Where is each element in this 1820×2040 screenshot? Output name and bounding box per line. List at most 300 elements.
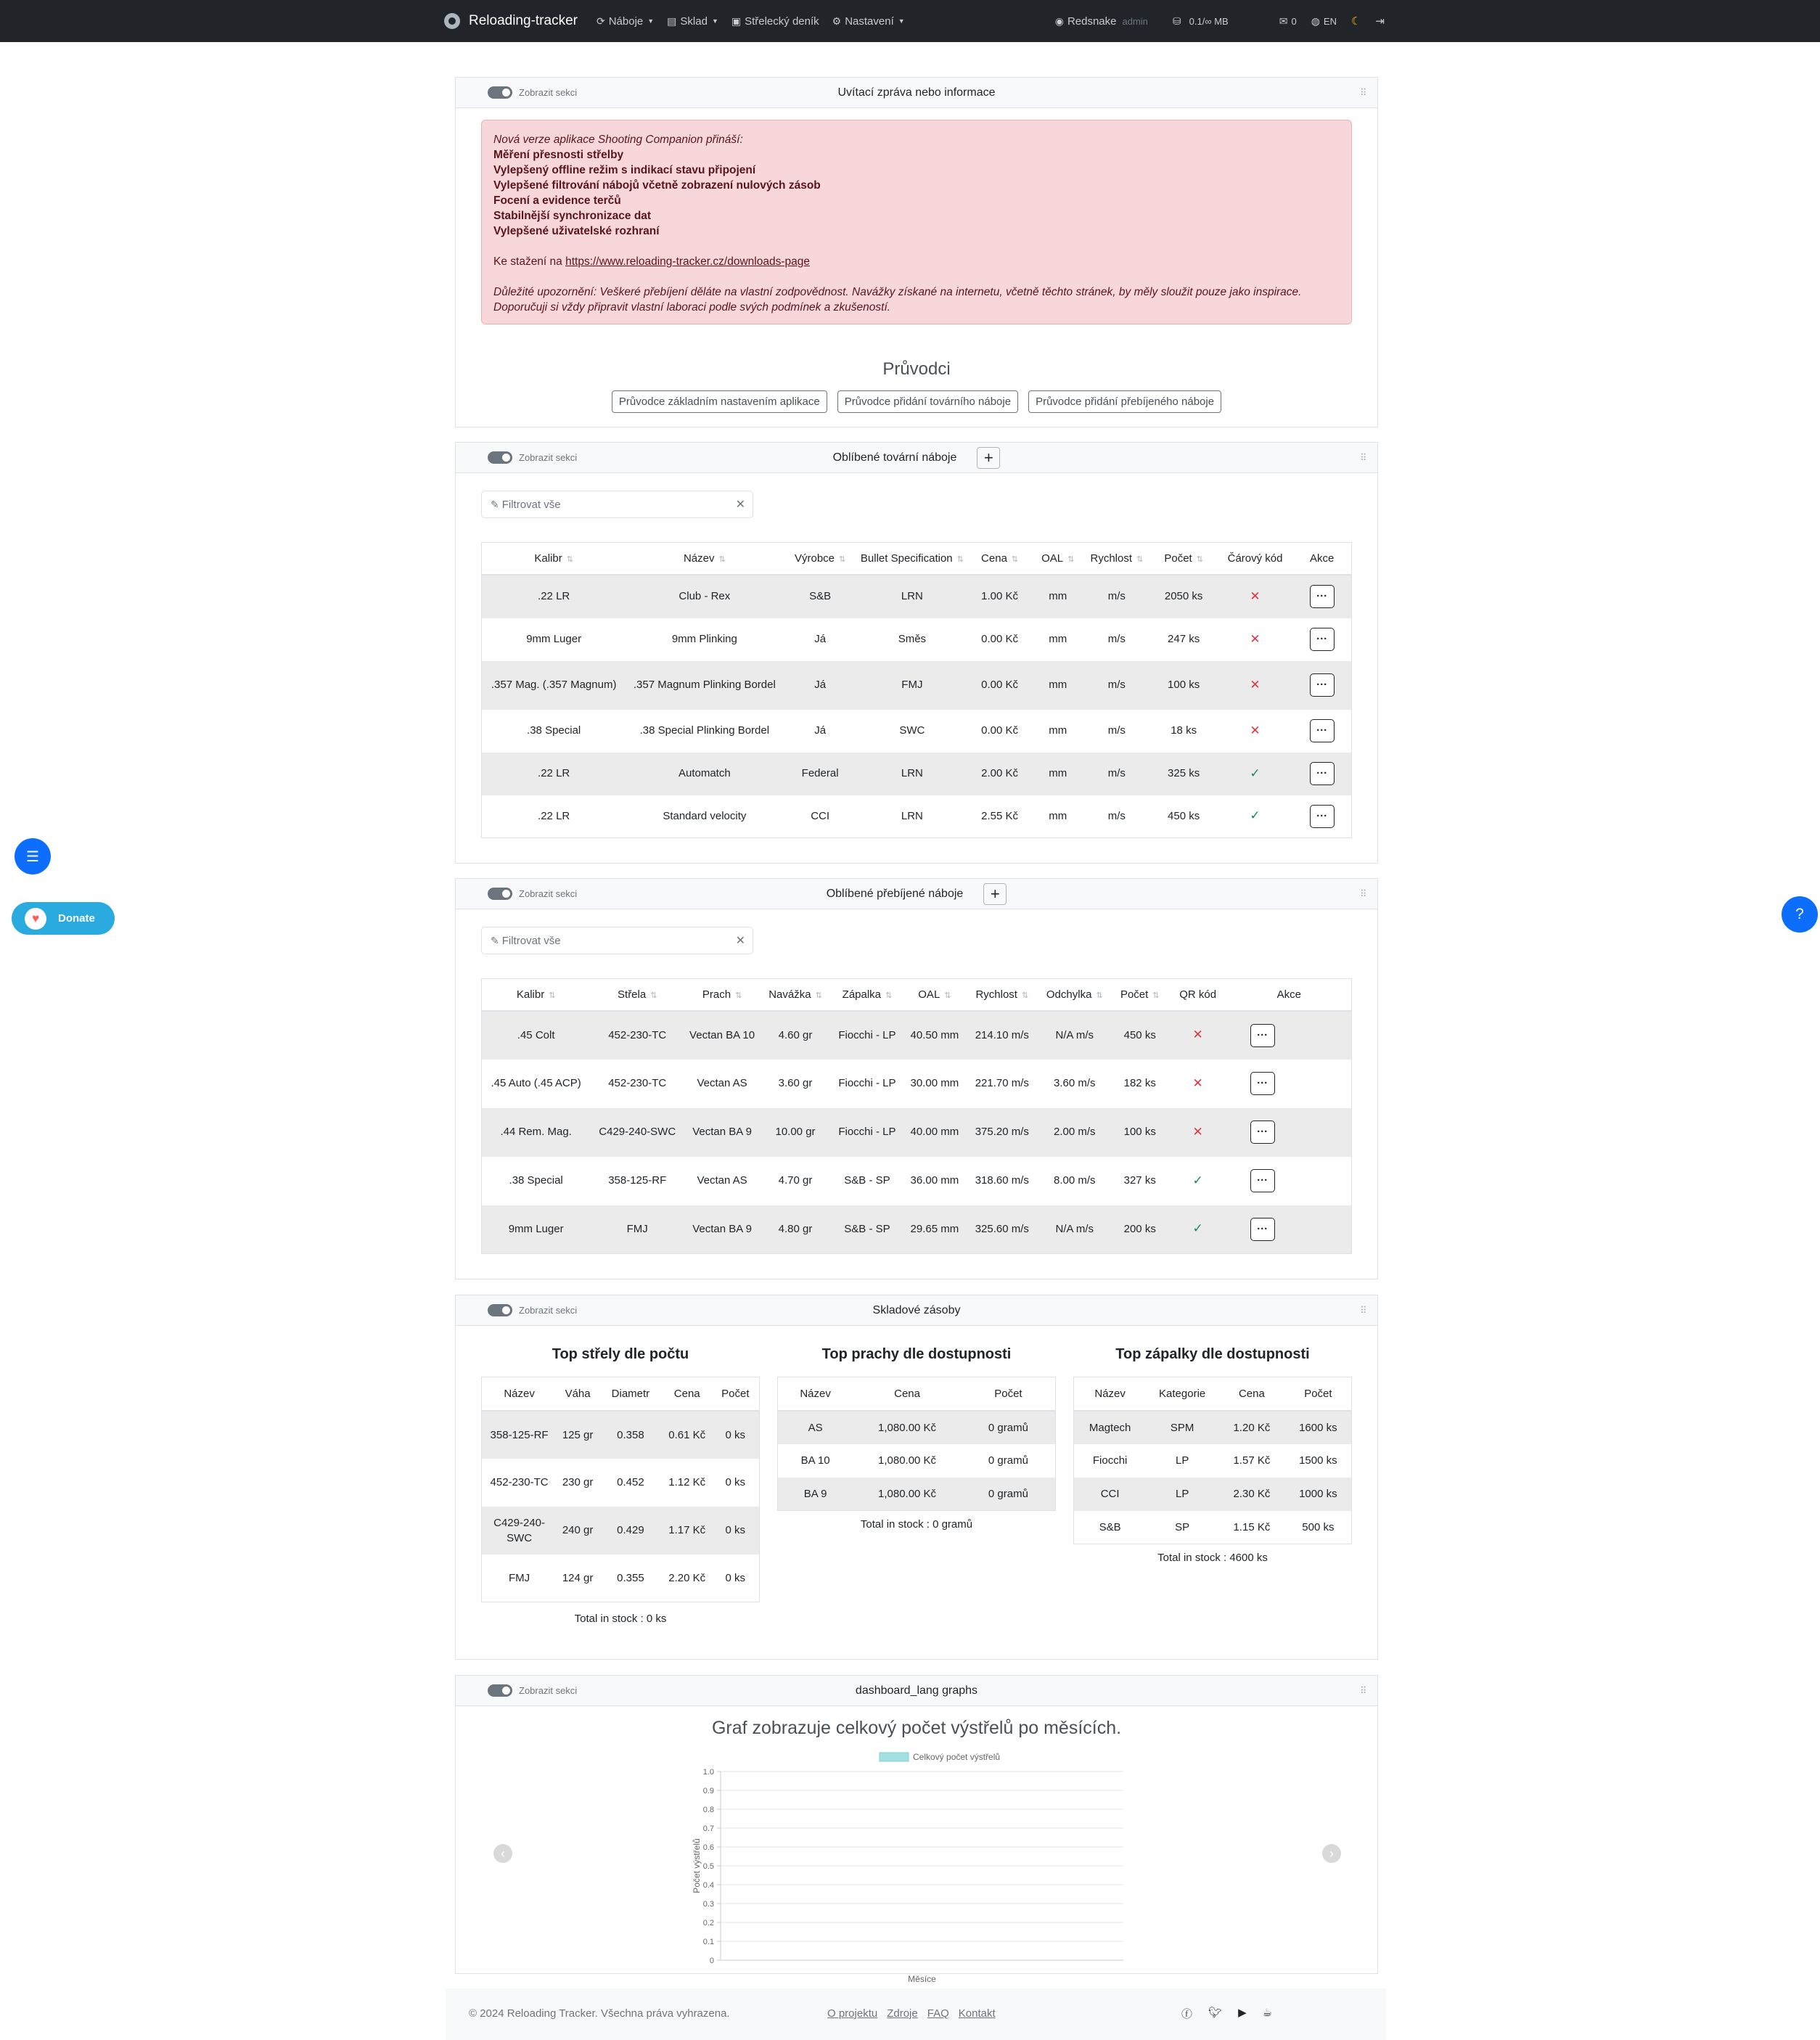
column-header-label: Počet: [1164, 552, 1192, 565]
row-actions-button[interactable]: ···: [1310, 719, 1335, 742]
toggle-switch[interactable]: [488, 86, 512, 99]
drag-handle-icon[interactable]: ⠿: [1360, 452, 1366, 463]
cell-actions: [1292, 753, 1351, 795]
nav-label: Střelecký deník: [745, 15, 819, 28]
cell-prach: Vectan BA 9: [684, 1108, 760, 1157]
cell-actions: [1292, 710, 1351, 753]
column-header-label: Cena: [673, 1387, 700, 1400]
column-header-label: Zápalka: [842, 988, 882, 1001]
table-row: [482, 1011, 1352, 1060]
column-header-label: OAL: [1041, 552, 1064, 565]
cell-strela: 452-230-TC: [590, 1060, 684, 1108]
cell-vyrobce: S&B: [783, 575, 856, 618]
cell-pocet: 327 ks: [1111, 1157, 1169, 1205]
clear-filter-icon[interactable]: ✕: [735, 499, 745, 511]
footer-link-contact[interactable]: Kontakt: [958, 2007, 996, 2020]
sort-icon[interactable]: ⇅: [956, 554, 964, 564]
table-row: [482, 753, 1352, 795]
nav-item-nastaveni[interactable]: [832, 15, 905, 28]
cell-oal: mm: [1032, 795, 1083, 838]
cell-oal: mm: [1032, 575, 1083, 618]
column-header[interactable]: [966, 979, 1038, 1011]
table-cell: 0.61 Kč: [663, 1411, 712, 1459]
cell-pocet: 247 ks: [1150, 618, 1218, 661]
carousel-next-icon[interactable]: ›: [1322, 1844, 1341, 1863]
column-header: [482, 1377, 557, 1411]
cross-icon: ✕: [1192, 1076, 1203, 1090]
sort-icon[interactable]: ⇅: [885, 991, 893, 1000]
cell-rychlost: 318.60 m/s: [966, 1157, 1038, 1205]
column-header[interactable]: [967, 543, 1032, 575]
cell-kalibr: 9mm Luger: [482, 618, 626, 661]
column-header-label: Prach: [702, 988, 731, 1001]
cell-kalibr: .22 LR: [482, 753, 626, 795]
footer-link-about[interactable]: O projektu: [827, 2007, 878, 2020]
toggle-label: Zobrazit sekci: [519, 87, 578, 98]
y-tick-label: 0.4: [702, 1881, 714, 1890]
column-header-label: Navážka: [768, 988, 811, 1001]
cell-rychlost: 214.10 m/s: [966, 1011, 1038, 1060]
cell-barcode: [1218, 661, 1292, 710]
cell-cena: 0.00 Kč: [967, 710, 1032, 753]
table-cell: BA 10: [800, 1454, 830, 1467]
cell-spec: FMJ: [857, 661, 967, 710]
cell-nazev: Club - Rex: [626, 575, 783, 618]
feature-item: Měření přesnosti střelby: [493, 149, 624, 161]
cell-kalibr: .45 Auto (.45 ACP): [482, 1060, 591, 1108]
cell-oal: 30.00 mm: [903, 1060, 966, 1108]
table-cell: 2.20 Kč: [668, 1571, 706, 1584]
section-header: [456, 443, 1377, 473]
column-header-label: Odchylka: [1046, 988, 1092, 1001]
powders-total: Total in stock : 0 gramů: [860, 1518, 973, 1531]
table-cell: 1600 ks: [1285, 1411, 1352, 1444]
column-header-label: Váha: [565, 1387, 591, 1400]
cell-barcode: [1218, 753, 1292, 795]
primers-table: [1073, 1377, 1352, 1544]
drag-handle-icon[interactable]: ⠿: [1360, 87, 1366, 98]
storage-usage[interactable]: [1173, 15, 1229, 28]
column-header-label: Bullet Specification: [860, 552, 953, 565]
column-header[interactable]: [1111, 979, 1169, 1011]
help-label: ?: [1795, 906, 1804, 922]
table-cell: 125 gr: [557, 1411, 599, 1459]
cell-navazka: 4.70 gr: [760, 1157, 831, 1205]
column-header: [1074, 1377, 1147, 1411]
sort-icon[interactable]: ⇅: [650, 991, 657, 1000]
toggle-switch[interactable]: [488, 1304, 512, 1316]
column-header-label: Čárový kód: [1227, 552, 1283, 565]
column-header: [778, 1377, 853, 1411]
column-header-label: Počet: [994, 1387, 1022, 1400]
footer-link-faq[interactable]: FAQ: [927, 2007, 949, 2020]
cell-rychlost: m/s: [1083, 753, 1149, 795]
column-header: [1218, 543, 1292, 575]
cell-kalibr: .22 LR: [482, 575, 626, 618]
cell-barcode: [1218, 710, 1292, 753]
guide-basic-setup-button[interactable]: Průvodce základním nastavením aplikace: [612, 390, 827, 413]
carousel-prev-icon[interactable]: ‹: [493, 1844, 512, 1863]
donate-button[interactable]: [12, 902, 115, 935]
nav-label: Nastavení: [845, 15, 894, 28]
warning-text-2: Doporučuji si vždy připravit vlastní laboraci podle svých podmínek a zkušeností.: [493, 301, 891, 314]
facebook-icon[interactable]: ⓕ: [1181, 2008, 1193, 2020]
cell-vyrobce: Já: [783, 618, 856, 661]
table-cell: SP: [1175, 1520, 1190, 1533]
reloaded-table: [481, 978, 1352, 1254]
check-icon: ✓: [1192, 1221, 1203, 1236]
language-code: EN: [1323, 15, 1337, 27]
caret-down-icon: ▼: [711, 17, 718, 25]
cross-icon: ✕: [1250, 677, 1261, 692]
cell-vyrobce: Federal: [783, 753, 856, 795]
sort-icon[interactable]: ⇅: [1096, 991, 1103, 1000]
cell-nazev: .38 Special Plinking Bordel: [626, 710, 783, 753]
column-header-label: Název: [800, 1387, 831, 1400]
column-header: [1292, 543, 1351, 575]
coffee-icon[interactable]: ☕︎: [1262, 2007, 1273, 2019]
column-header[interactable]: [760, 979, 831, 1011]
column-header[interactable]: [482, 543, 626, 575]
add-factory-ammo-button[interactable]: +: [977, 447, 1000, 469]
column-header-label: Počet: [721, 1387, 750, 1400]
cell-navazka: 10.00 gr: [760, 1108, 831, 1157]
reloaded-ammo-section: [455, 878, 1378, 1279]
table-cell: SPM: [1146, 1411, 1218, 1444]
column-header[interactable]: [1032, 543, 1083, 575]
cell-pocet: 450 ks: [1111, 1011, 1169, 1060]
sort-icon[interactable]: ⇅: [1011, 554, 1019, 564]
factory-filter-input[interactable]: [481, 491, 753, 518]
graphs-section: [455, 1675, 1378, 1984]
cell-oal: mm: [1032, 753, 1083, 795]
y-tick-label: 0.5: [702, 1862, 714, 1871]
section-header: [456, 1676, 1377, 1706]
column-header[interactable]: [783, 543, 856, 575]
row-actions-button[interactable]: ···: [1250, 1169, 1275, 1192]
drag-handle-icon[interactable]: ⠿: [1360, 1685, 1366, 1696]
toggle-switch[interactable]: [488, 451, 512, 464]
theme-toggle[interactable]: [1351, 15, 1361, 28]
table-row: [482, 795, 1352, 838]
cell-odchylka: 2.00 m/s: [1038, 1108, 1111, 1157]
nav-item-sklad[interactable]: [667, 15, 718, 28]
cell-kalibr: .38 Special: [482, 1157, 591, 1205]
column-header[interactable]: [482, 979, 591, 1011]
table-cell: 1.57 Kč: [1233, 1454, 1271, 1467]
panel-title: Top zápalky dle dostupnosti: [1115, 1346, 1310, 1362]
user-menu[interactable]: [1055, 15, 1148, 28]
y-tick-label: 0.3: [702, 1900, 714, 1909]
table-cell: 1,080.00 Kč: [878, 1454, 937, 1467]
footer-link-sources[interactable]: Zdroje: [887, 2007, 918, 2020]
table-cell: 0 gramů: [962, 1411, 1056, 1444]
row-actions-button[interactable]: ···: [1310, 805, 1335, 828]
chart-title: Graf zobrazuje celkový počet výstřelů po měsících.: [711, 1718, 1122, 1738]
cell-cena: 0.00 Kč: [967, 661, 1032, 710]
column-header-label: Rychlost: [975, 988, 1017, 1001]
top-navbar: [0, 0, 1820, 42]
envelope-icon: ✉: [1279, 15, 1288, 27]
messages-count: 0: [1291, 15, 1297, 27]
cell-pocet: 18 ks: [1150, 710, 1218, 753]
table-cell: 0 ks: [712, 1411, 760, 1459]
cell-spec: LRN: [857, 753, 967, 795]
y-tick-label: 0.1: [702, 1938, 714, 1946]
column-header-label: Kalibr: [516, 988, 545, 1001]
cell-zapalka: S&B - SP: [831, 1205, 903, 1254]
cell-rychlost: m/s: [1083, 661, 1149, 710]
column-header-label: Název: [504, 1387, 535, 1400]
section-title: Oblíbené tovární náboje: [832, 451, 957, 464]
column-header-label: OAL: [918, 988, 940, 1001]
logout-icon: ⇥: [1375, 15, 1385, 28]
table-row: [482, 1554, 760, 1602]
table-cell: 0.355: [617, 1571, 644, 1584]
cell-kalibr: .44 Rem. Mag.: [482, 1108, 591, 1157]
cell-actions: [1227, 1108, 1352, 1157]
legend-swatch[interactable]: [880, 1753, 909, 1761]
column-header[interactable]: [626, 543, 783, 575]
column-header: [599, 1377, 663, 1411]
cell-zapalka: Fiocchi - LP: [831, 1011, 903, 1060]
table-cell: 230 gr: [562, 1476, 594, 1488]
welcome-alert: [481, 120, 1352, 324]
cross-icon: ✕: [1250, 631, 1261, 646]
warehouse-icon: ▤: [667, 15, 677, 27]
bullets-table: [481, 1377, 760, 1602]
y-tick-label: 0: [709, 1957, 714, 1965]
navbar-inner: [444, 0, 1385, 42]
sort-icon[interactable]: ⇅: [1067, 554, 1075, 564]
row-actions-button[interactable]: ···: [1250, 1121, 1275, 1144]
check-icon: ✓: [1250, 808, 1261, 823]
table-row: [1074, 1444, 1352, 1478]
sort-icon[interactable]: ⇅: [1021, 991, 1029, 1000]
cell-pocet: 200 ks: [1111, 1205, 1169, 1254]
storage-value: 0.1/∞ MB: [1189, 15, 1229, 27]
column-header[interactable]: [1038, 979, 1111, 1011]
table-row: [778, 1444, 1056, 1478]
cell-prach: Vectan AS: [684, 1060, 760, 1108]
row-actions-button[interactable]: ···: [1310, 673, 1335, 697]
table-row: [482, 1459, 760, 1507]
sort-icon[interactable]: ⇅: [549, 991, 556, 1000]
brand-name: Reloading-tracker: [469, 13, 578, 28]
sort-icon[interactable]: ⇅: [735, 991, 742, 1000]
feature-item: Vylepšený offline režim s indikací stavu připojení: [493, 164, 756, 176]
cell-kalibr: 9mm Luger: [482, 1205, 591, 1254]
guide-buttons: [456, 390, 1377, 413]
column-header: [1218, 1377, 1285, 1411]
cell-strela: 452-230-TC: [590, 1011, 684, 1060]
section-toggle[interactable]: [488, 1684, 577, 1697]
nav-item-naboje[interactable]: [597, 15, 654, 28]
cell-qr: [1169, 1011, 1227, 1060]
table-row: [482, 710, 1352, 753]
table-cell: 1.15 Kč: [1233, 1520, 1271, 1533]
table-row: [482, 1411, 760, 1459]
table-cell: 1,080.00 Kč: [853, 1411, 962, 1444]
sort-icon[interactable]: ⇅: [566, 554, 573, 564]
guide-factory-ammo-button[interactable]: Průvodce přidání továrního náboje: [837, 390, 1018, 413]
column-header: [853, 1377, 962, 1411]
table-cell: LP: [1146, 1478, 1218, 1511]
column-header: [962, 1377, 1056, 1411]
cell-oal: 40.00 mm: [903, 1108, 966, 1157]
column-header[interactable]: [684, 979, 760, 1011]
column-header[interactable]: [831, 979, 903, 1011]
table-cell: 0.358: [599, 1411, 663, 1459]
sort-icon[interactable]: ⇅: [1152, 991, 1160, 1000]
column-header[interactable]: [857, 543, 967, 575]
sort-icon[interactable]: ⇅: [718, 554, 726, 564]
clear-filter-icon[interactable]: ✕: [735, 935, 745, 947]
column-header-label: Střela: [618, 988, 647, 1001]
section-toggle[interactable]: [488, 888, 577, 900]
column-header-label: Počet: [1120, 988, 1149, 1001]
y-tick-label: 0.8: [702, 1806, 714, 1814]
floating-menu-button[interactable]: [15, 838, 51, 874]
table-row: [1074, 1411, 1352, 1444]
sort-icon[interactable]: ⇅: [944, 991, 951, 1000]
sort-icon[interactable]: ⇅: [839, 554, 846, 564]
cell-zapalka: S&B - SP: [831, 1157, 903, 1205]
table-row: [778, 1411, 1056, 1444]
journal-icon: ▣: [731, 15, 742, 27]
toggle-label: Zobrazit sekci: [519, 1305, 578, 1316]
column-header: [1285, 1377, 1352, 1411]
cell-rychlost: m/s: [1083, 575, 1149, 618]
cell-oal: mm: [1032, 618, 1083, 661]
help-button[interactable]: [1782, 896, 1818, 933]
messages-button[interactable]: [1279, 15, 1297, 28]
cell-navazka: 3.60 gr: [760, 1060, 831, 1108]
bullets-total: Total in stock : 0 ks: [574, 1613, 667, 1625]
cell-rychlost: 221.70 m/s: [966, 1060, 1038, 1108]
column-header[interactable]: [903, 979, 966, 1011]
row-actions-button[interactable]: ···: [1310, 585, 1335, 608]
reloaded-filter-input[interactable]: [481, 927, 753, 954]
top-primers-panel: [1073, 1326, 1352, 1564]
cell-barcode: [1218, 575, 1292, 618]
logout-button[interactable]: [1375, 15, 1385, 28]
cell-pocet: 100 ks: [1111, 1108, 1169, 1157]
powders-table: [777, 1377, 1056, 1511]
section-title: dashboard_lang graphs: [855, 1684, 978, 1697]
table-row: [778, 1478, 1056, 1511]
factory-ammo-section: [455, 442, 1378, 864]
table-cell: AS: [778, 1411, 853, 1444]
section-header: [456, 1295, 1377, 1326]
column-header-label: Cena: [1238, 1387, 1265, 1400]
cell-strela: 358-125-RF: [590, 1157, 684, 1205]
section-toggle[interactable]: [488, 86, 577, 99]
table-cell: 0 ks: [725, 1571, 746, 1584]
youtube-icon[interactable]: ▶: [1238, 2007, 1247, 2019]
download-link[interactable]: https://www.reloading-tracker.cz/downloads-page: [565, 255, 810, 268]
sort-icon[interactable]: ⇅: [815, 991, 822, 1000]
guide-reloaded-ammo-button[interactable]: Průvodce přidání přebíjeného náboje: [1028, 390, 1221, 413]
brand-logo-icon: [444, 13, 460, 29]
column-header[interactable]: [590, 979, 684, 1011]
cell-vyrobce: CCI: [783, 795, 856, 838]
add-reloaded-ammo-button[interactable]: +: [983, 883, 1007, 905]
language-switch[interactable]: [1311, 15, 1337, 28]
list-icon: ☰: [26, 848, 39, 865]
cell-qr: [1169, 1205, 1227, 1254]
column-header[interactable]: [1150, 543, 1218, 575]
toggle-label: Zobrazit sekci: [519, 452, 578, 463]
toggle-label: Zobrazit sekci: [519, 1685, 578, 1696]
cross-icon: ✕: [1250, 589, 1261, 603]
table-cell: 240 gr: [557, 1507, 599, 1554]
toggle-switch[interactable]: [488, 1684, 512, 1697]
caret-down-icon: ▼: [898, 17, 905, 25]
row-actions-button[interactable]: ···: [1310, 762, 1335, 785]
cross-icon: ✕: [1192, 1124, 1203, 1139]
cell-cena: 2.00 Kč: [967, 753, 1032, 795]
row-actions-button[interactable]: ···: [1250, 1072, 1275, 1095]
cell-rychlost: m/s: [1083, 618, 1149, 661]
table-cell: 0 ks: [725, 1476, 746, 1488]
factory-table: [481, 542, 1352, 838]
section-toggle[interactable]: [488, 1304, 577, 1316]
column-header[interactable]: [1083, 543, 1149, 575]
y-axis-title: Počet výstřelů: [692, 1838, 702, 1893]
cell-spec: LRN: [857, 575, 967, 618]
row-actions-button[interactable]: ···: [1310, 628, 1335, 651]
table-cell: Fiocchi: [1092, 1454, 1128, 1467]
twitter-icon[interactable]: 🐦︎: [1208, 2007, 1223, 2019]
toggle-switch[interactable]: [488, 888, 512, 900]
row-actions-button[interactable]: ···: [1250, 1218, 1275, 1241]
filter-placeholder: Filtrovat vše: [501, 934, 561, 947]
table-cell: 500 ks: [1302, 1520, 1335, 1533]
brand[interactable]: [444, 13, 578, 29]
section-title: Oblíbené přebíjené náboje: [826, 887, 964, 900]
row-actions-button[interactable]: ···: [1250, 1024, 1275, 1047]
cell-odchylka: 3.60 m/s: [1038, 1060, 1111, 1108]
cell-rychlost: 325.60 m/s: [966, 1205, 1038, 1254]
section-toggle[interactable]: [488, 451, 577, 464]
check-icon: ✓: [1250, 766, 1261, 780]
cell-pocet: 450 ks: [1150, 795, 1218, 838]
cell-prach: Vectan BA 9: [684, 1205, 760, 1254]
cell-nazev: Standard velocity: [626, 795, 783, 838]
sort-icon[interactable]: ⇅: [1136, 554, 1144, 564]
table-row: [482, 1157, 1352, 1205]
guides-title: Průvodci: [882, 359, 951, 379]
nav-item-strelecky-denik[interactable]: [731, 15, 819, 28]
cell-kalibr: .22 LR: [482, 795, 626, 838]
cell-zapalka: Fiocchi - LP: [831, 1108, 903, 1157]
table-cell: 0 gramů: [988, 1454, 1028, 1467]
table-cell: 358-125-RF: [482, 1411, 557, 1459]
sort-icon[interactable]: ⇅: [1196, 554, 1203, 564]
x-axis-title: Měsíce: [908, 1974, 936, 1984]
table-cell: 0.429: [599, 1507, 663, 1554]
kofi-cup-icon: ♥: [25, 908, 46, 930]
cell-actions: [1227, 1011, 1352, 1060]
primers-total: Total in stock : 4600 ks: [1157, 1552, 1268, 1564]
cell-odchylka: N/A m/s: [1038, 1011, 1111, 1060]
warning-text: Důležité upozornění: Veškeré přebíjení děláte na vlastní zodpovědnost. Navážky získané na internetu, včetně těchto stránek, by měly sloužit pouze jako inspirace.: [493, 286, 1302, 298]
drag-handle-icon[interactable]: ⠿: [1360, 1305, 1366, 1316]
drag-handle-icon[interactable]: ⠿: [1360, 888, 1366, 899]
feature-item: Focení a evidence terčů: [493, 194, 621, 207]
y-tick-label: 0.2: [702, 1919, 714, 1928]
